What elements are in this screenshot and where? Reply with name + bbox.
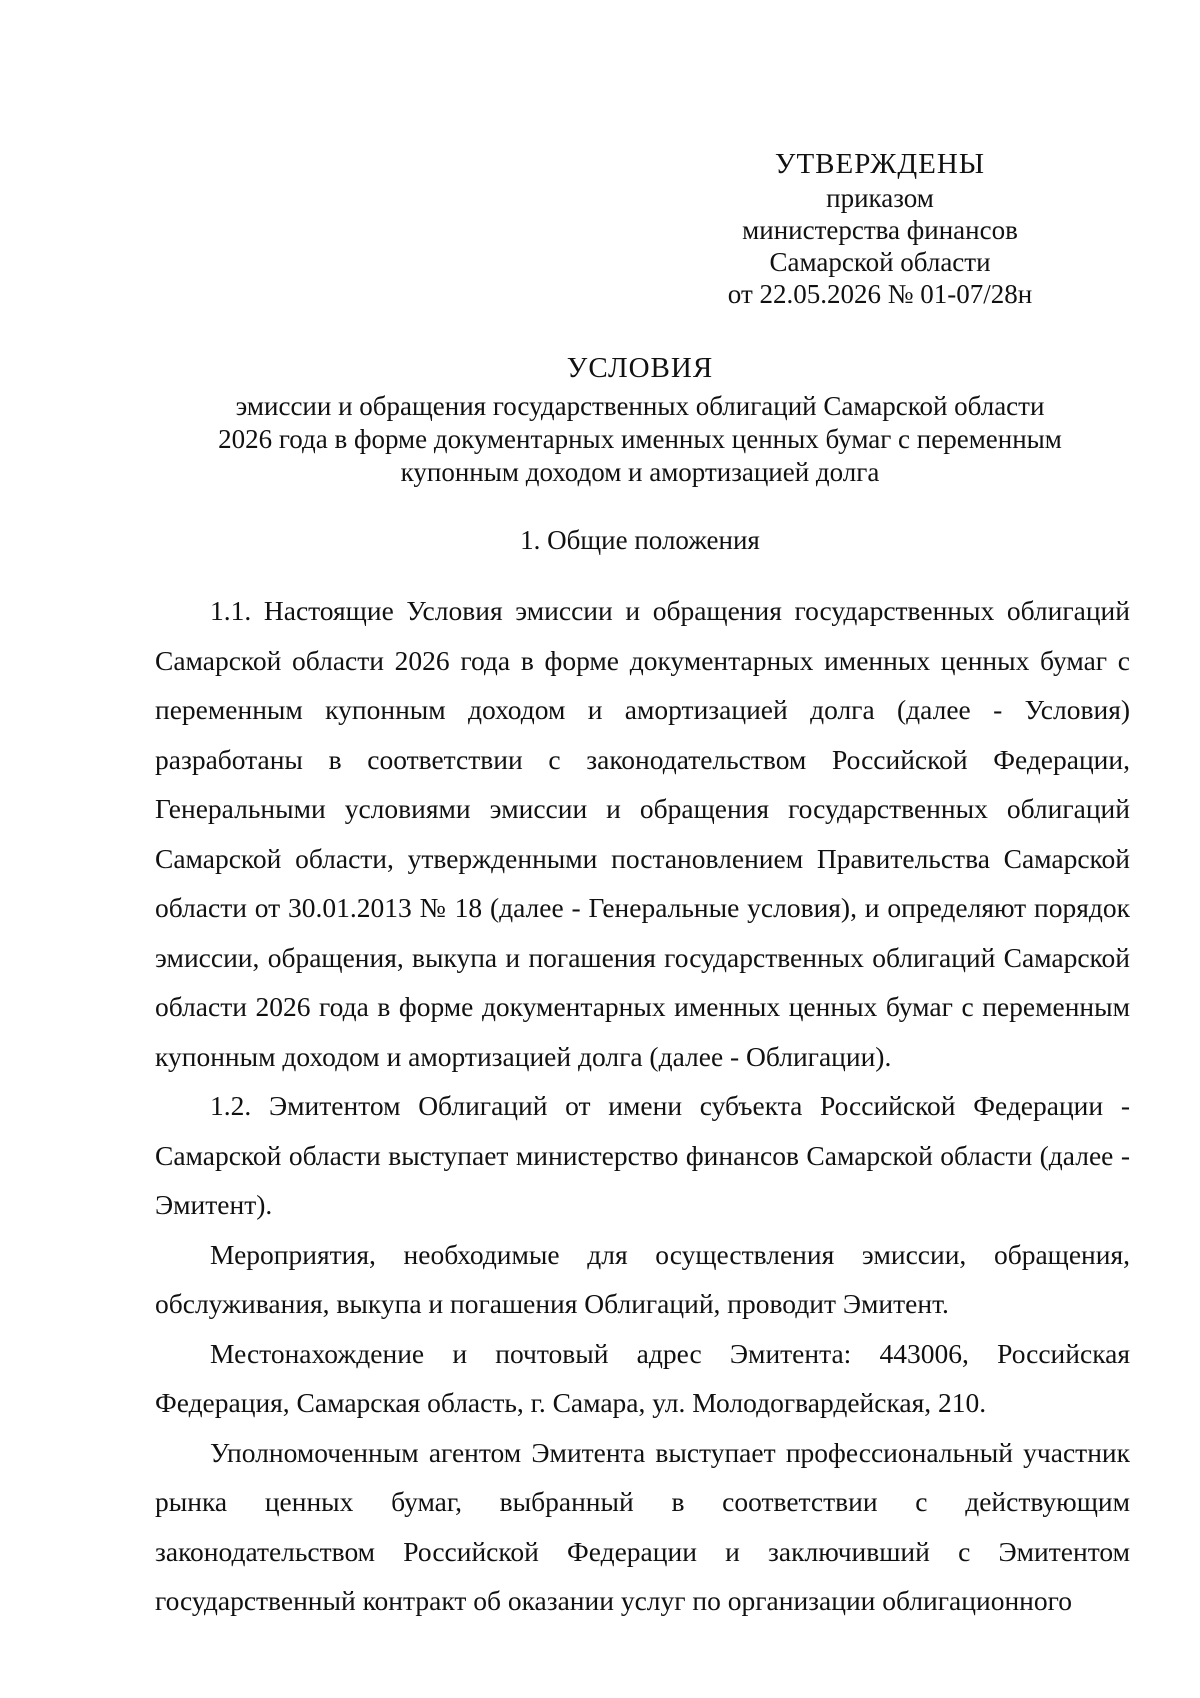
document-subtitle-line: купонным доходом и амортизацией долга (400, 457, 880, 487)
paragraph-activities: Мероприятия, необходимые для осуществления эмиссии, обращения, обслуживания, выкупа и погашения Облигаций, проводит Эмитент. (155, 1238, 1130, 1319)
approval-line: Самарской области (769, 247, 991, 277)
approval-order-number: от 22.05.2026 № 01-07/28н (727, 279, 1033, 309)
paragraph-1-2: 1.2. Эмитентом Облигаций от имени субъекта Российской Федерации - Самарской области выступает министерство финансов Самарской области (далее - Эмитент). (155, 1090, 1130, 1220)
approval-line: министерства финансов (742, 215, 1018, 245)
approval-block (700, 148, 1060, 310)
approval-title: УТВЕРЖДЕНЫ (774, 148, 986, 180)
document-body (155, 586, 1130, 1626)
document-header (150, 352, 1130, 489)
paragraph-1-1: 1.1. Настоящие Условия эмиссии и обращения государственных облигаций Самарской области 2026 года в форме документарных именных ценных бумаг с переменным купонным доходом и амортизацией долга (далее - Условия) разработаны в соответствии с законодательством Российской Федерации, Генеральными условиями эмиссии и обращения государственных облигаций Самарской области, утвержденными постановлением Правительства Самарской области от 30.01.2013 № 18 (далее - Генеральные условия), и определяют порядок эмиссии, обращения, выкупа и погашения государственных облигаций Самарской области 2026 года в форме документарных именных ценных бумаг с переменным купонным доходом и амортизацией долга (далее - Облигации). (155, 595, 1130, 1072)
document-title: УСЛОВИЯ (566, 352, 714, 384)
document-subtitle-line: 2026 года в форме документарных именных ценных бумаг с переменным (218, 424, 1062, 454)
section-heading: 1. Общие положения (520, 525, 760, 555)
paragraph-address: Местонахождение и почтовый адрес Эмитента: 443006, Российская Федерация, Самарская область, г. Самара, ул. Молодогвардейская, 210. (155, 1337, 1130, 1418)
approval-line: приказом (826, 183, 934, 213)
paragraph-agent: Уполномоченным агентом Эмитента выступает профессиональный участник рынка ценных бумаг, выбранный в соответствии с действующим законодательством Российской Федерации и заключивший с Эмитентом государственный контракт об оказании услуг по организации облигационного (155, 1436, 1130, 1616)
document-subtitle-line: эмиссии и обращения государственных облигаций Самарской области (235, 391, 1045, 421)
